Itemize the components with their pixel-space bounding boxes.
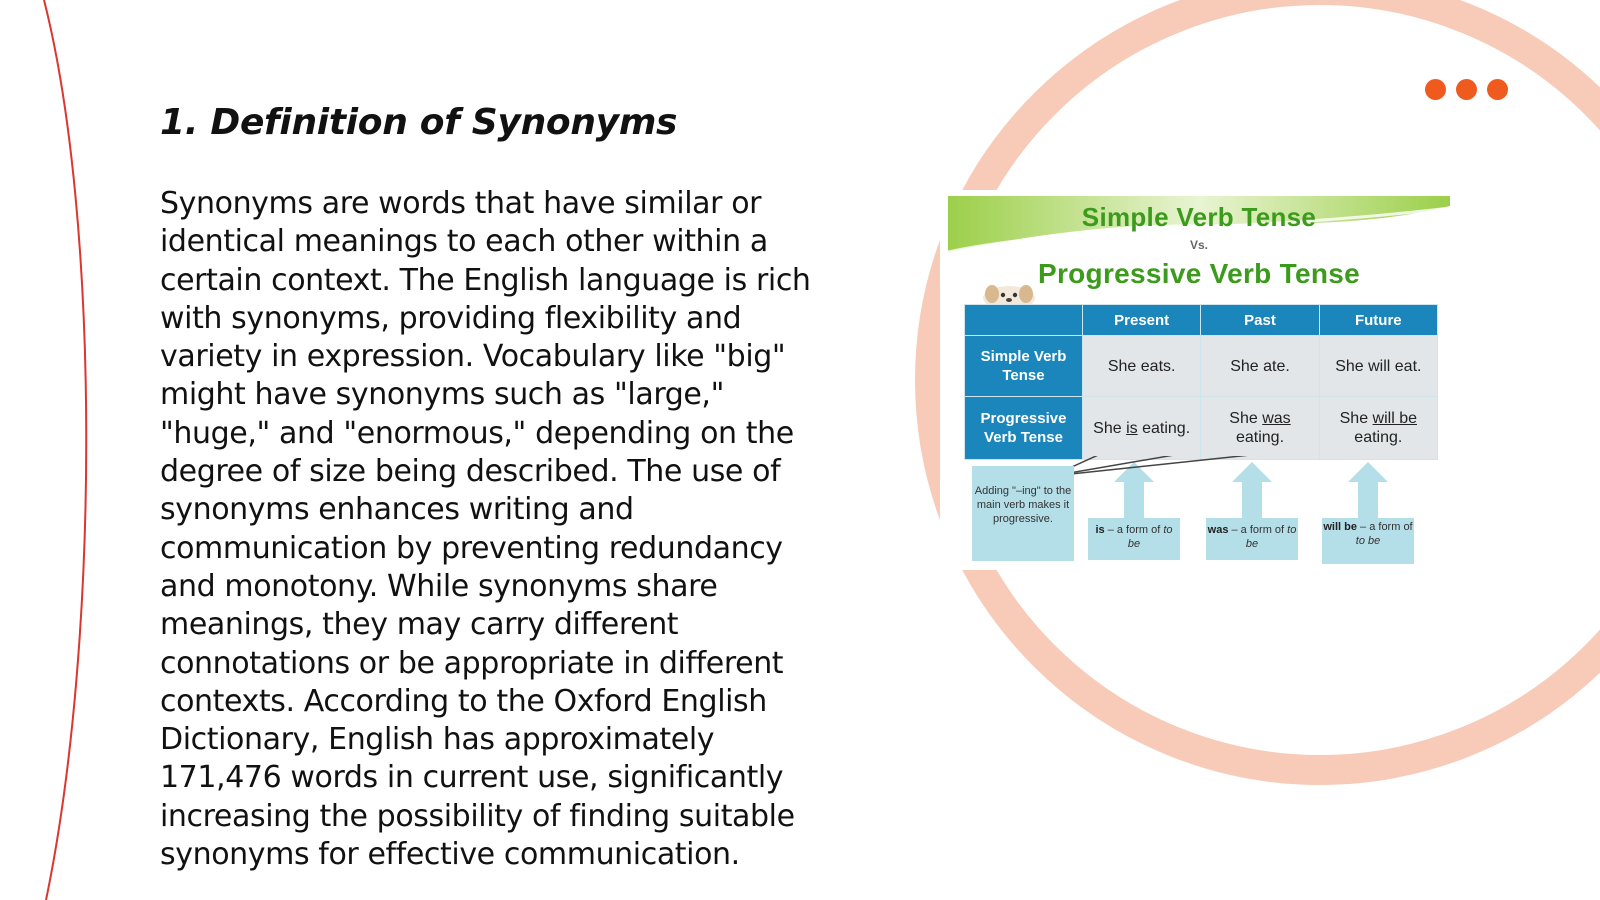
row-header: Progressive Verb Tense: [965, 397, 1083, 460]
table-cell: She will be eating.: [1319, 397, 1437, 460]
three-dots-icon: [1425, 79, 1508, 100]
table-cell: She eats.: [1083, 336, 1201, 397]
infographic-vs: Vs.: [1189, 238, 1208, 252]
note-is: is – a form of to be: [1088, 518, 1180, 560]
left-red-curve: [44, 0, 86, 900]
column-header: Future: [1319, 305, 1437, 336]
table-row: [965, 397, 1438, 460]
column-header: Present: [1083, 305, 1201, 336]
row-header: Simple Verb Tense: [965, 336, 1083, 397]
slide-title: 1. Definition of Synonyms: [160, 102, 678, 143]
dot: [1456, 79, 1477, 100]
dot: [1487, 79, 1508, 100]
table-cell: She will eat.: [1319, 336, 1437, 397]
infographic-title-simple: Simple Verb Tense: [1081, 202, 1317, 232]
slide-body-text: Synonyms are words that have similar or identical meanings to each other within a certain context. The English language is rich with synonyms, providing flexibility and variety in expression. Vocabulary like "big" might have synonyms such as "large," "huge," and "enormous," depending on the degree of size being described. The use of synonyms enhances writing and communication by preventing redundancy and monotony. While synonyms share meanings, they may carry different connotations or be appropriate in different contexts. According to the Oxford English Dictionary, English has approximately 171,476 words in current use, significantly increasing the possibility of finding suitable synonyms for effective communication.: [160, 186, 811, 873]
table-row: [965, 336, 1438, 397]
note-was: was – a form of to be: [1206, 518, 1298, 560]
table-cell: She was eating.: [1201, 397, 1319, 460]
infographic-title-progressive: Progressive Verb Tense: [1037, 258, 1361, 289]
verb-tense-table: [964, 304, 1438, 460]
note-ing: Adding "–ing" to the main verb makes it progressive.: [972, 466, 1074, 561]
table-cell: She is eating.: [1083, 397, 1201, 460]
dot: [1425, 79, 1446, 100]
dog-illustration: [980, 278, 1038, 304]
verb-tense-infographic: [948, 196, 1450, 568]
table-corner-cell: [965, 305, 1083, 336]
note-will-be: will be – a form of to be: [1322, 518, 1414, 564]
table-header-row: [965, 305, 1438, 336]
table-cell: She ate.: [1201, 336, 1319, 397]
column-header: Past: [1201, 305, 1319, 336]
